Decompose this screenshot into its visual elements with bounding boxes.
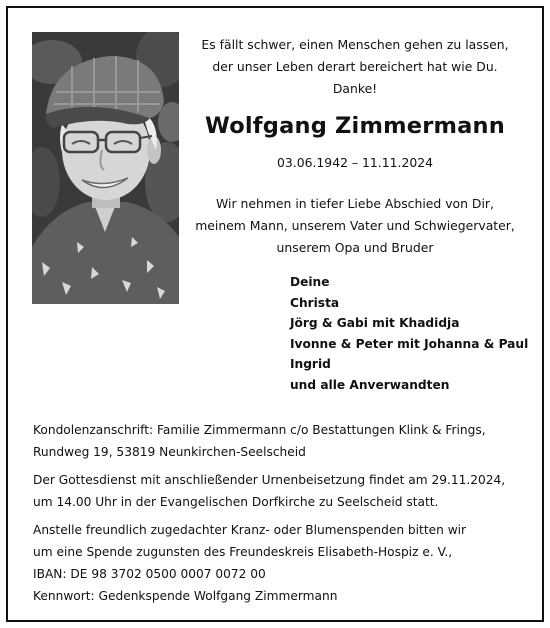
quote <box>190 34 520 100</box>
mourner: Christa <box>290 295 340 310</box>
mourner: Jörg & Gabi mit Khadidja <box>290 316 460 331</box>
mourner: Ivonne & Peter mit Johanna & Paul <box>290 336 529 351</box>
donation-info <box>33 519 523 607</box>
quote-line: Es fällt schwer, einen Menschen gehen zu lassen, <box>201 37 509 52</box>
deceased-name: Wolfgang Zimmermann <box>205 113 505 139</box>
farewell-line: Wir nehmen in tiefer Liebe Abschied von Dir, <box>216 196 494 211</box>
farewell-line: unserem Opa und Bruder <box>276 240 434 255</box>
donation-line: Anstelle freundlich zugedachter Kranz- oder Blumenspenden bitten wir <box>33 523 467 537</box>
quote-line: Danke! <box>332 81 378 96</box>
condolence-line: Kondolenzanschrift: Familie Zimmermann c/o Bestattungen Klink & Frings, <box>33 423 486 437</box>
mourner: und alle Anverwandten <box>290 377 450 392</box>
farewell-text <box>190 193 520 259</box>
condolence-address <box>33 419 523 463</box>
farewell-line: meinem Mann, unserem Vater und Schwiegervater, <box>195 218 515 233</box>
donation-keyword: Kennwort: Gedenkspende Wolfgang Zimmermann <box>33 589 338 603</box>
life-dates: 03.06.1942 – 11.11.2024 <box>277 155 433 170</box>
condolence-line: Rundweg 19, 53819 Neunkirchen-Seelscheid <box>33 445 306 459</box>
service-info <box>33 469 523 513</box>
donation-line: um eine Spende zugunsten des Freundeskreis Elisabeth-Hospiz e. V., <box>33 545 453 559</box>
service-line: um 14.00 Uhr in der Evangelischen Dorfkirche zu Seelscheid statt. <box>33 495 439 509</box>
mourners-list <box>290 272 530 396</box>
quote-line: der unser Leben derart bereichert hat wie Du. <box>212 59 498 74</box>
mourner: Deine <box>290 275 330 289</box>
portrait-photo <box>32 32 179 304</box>
donation-iban: IBAN: DE 98 3702 0500 0007 0072 00 <box>33 567 266 581</box>
service-line: Der Gottesdienst mit anschließender Urnenbeisetzung findet am 29.11.2024, <box>33 473 506 487</box>
mourner: Ingrid <box>290 357 331 372</box>
